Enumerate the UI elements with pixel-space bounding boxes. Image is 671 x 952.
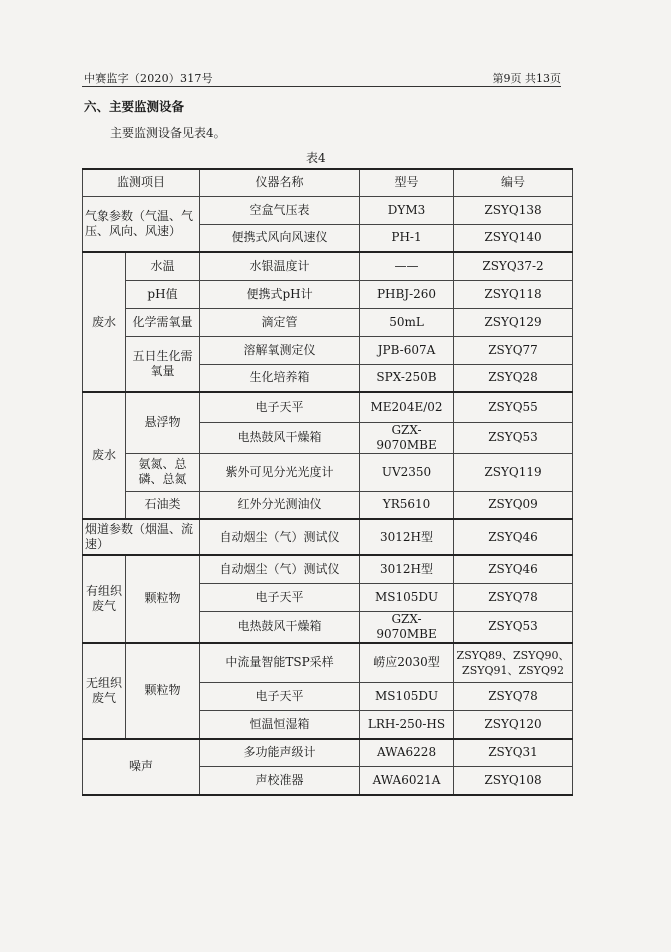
subitem-water-temp: 水温 [126, 252, 200, 280]
table-row [83, 491, 573, 519]
model-cell: 3012H型 [360, 519, 454, 555]
model-cell: AWA6021A [360, 767, 454, 795]
table-row [83, 739, 573, 767]
code-cell: ZSYQ37-2 [454, 252, 573, 280]
model-cell: MS105DU [360, 683, 454, 711]
code-cell: ZSYQ53 [454, 611, 573, 643]
code-cell: ZSYQ129 [454, 308, 573, 336]
instrument-cell: 多功能声级计 [200, 739, 360, 767]
instrument-cell: 电子天平 [200, 583, 360, 611]
instrument-cell: 水银温度计 [200, 252, 360, 280]
instrument-cell: 电热鼓风干燥箱 [200, 611, 360, 643]
instrument-cell: 滴定管 [200, 308, 360, 336]
table-row [83, 555, 573, 583]
instrument-cell: 声校准器 [200, 767, 360, 795]
header-item: 监测项目 [83, 169, 200, 196]
instrument-cell: 溶解氧测定仪 [200, 336, 360, 364]
code-cell: ZSYQ108 [454, 767, 573, 795]
instrument-cell: 红外分光测油仪 [200, 491, 360, 519]
instrument-cell: 空盒气压表 [200, 196, 360, 224]
model-cell: YR5610 [360, 491, 454, 519]
instrument-cell: 便携式风向风速仪 [200, 224, 360, 252]
section-title: 六、主要监测设备 [84, 99, 185, 114]
model-cell: DYM3 [360, 196, 454, 224]
model-cell: PH-1 [360, 224, 454, 252]
code-cell: ZSYQ89、ZSYQ90、ZSYQ91、ZSYQ92 [454, 643, 573, 683]
code-cell: ZSYQ138 [454, 196, 573, 224]
header-model: 型号 [360, 169, 454, 196]
code-cell: ZSYQ46 [454, 519, 573, 555]
model-cell: JPB-607A [360, 336, 454, 364]
table-row [83, 392, 573, 422]
instrument-cell: 恒温恒湿箱 [200, 711, 360, 739]
subitem-ph: pH值 [126, 280, 200, 308]
header-instrument: 仪器名称 [200, 169, 360, 196]
instrument-cell: 中流量智能TSP采样 [200, 643, 360, 683]
model-cell: SPX-250B [360, 364, 454, 392]
code-cell: ZSYQ46 [454, 555, 573, 583]
instrument-cell: 电热鼓风干燥箱 [200, 422, 360, 453]
code-cell: ZSYQ118 [454, 280, 573, 308]
page-indicator: 第9页 共13页 [492, 72, 561, 85]
instrument-cell: 自动烟尘（气）测试仪 [200, 519, 360, 555]
code-cell: ZSYQ78 [454, 683, 573, 711]
model-cell: 50mL [360, 308, 454, 336]
code-cell: ZSYQ31 [454, 739, 573, 767]
instrument-cell: 生化培养箱 [200, 364, 360, 392]
group-wastewater-2: 废水 [83, 392, 126, 519]
model-cell: 崂应2030型 [360, 643, 454, 683]
code-cell: ZSYQ77 [454, 336, 573, 364]
header-code: 编号 [454, 169, 573, 196]
code-cell: ZSYQ78 [454, 583, 573, 611]
code-cell: ZSYQ55 [454, 392, 573, 422]
instrument-cell: 电子天平 [200, 683, 360, 711]
model-cell: UV2350 [360, 453, 454, 491]
code-cell: ZSYQ53 [454, 422, 573, 453]
table-row [83, 453, 573, 491]
model-cell: 3012H型 [360, 555, 454, 583]
table-row [83, 280, 573, 308]
table-header-row [83, 169, 573, 196]
document-number: 中赛监字（2020）317号 [84, 72, 213, 85]
table-caption: 表4 [306, 151, 326, 165]
instrument-cell: 便携式pH计 [200, 280, 360, 308]
group-meteo: 气象参数（气温、气压、风向、风速） [83, 196, 200, 252]
model-cell: PHBJ-260 [360, 280, 454, 308]
code-cell: ZSYQ140 [454, 224, 573, 252]
group-unorganized: 无组织废气 [83, 643, 126, 739]
subitem-oil: 石油类 [126, 491, 200, 519]
instrument-cell: 电子天平 [200, 392, 360, 422]
code-cell: ZSYQ09 [454, 491, 573, 519]
equipment-table [82, 168, 573, 796]
table-row [83, 336, 573, 364]
code-cell: ZSYQ120 [454, 711, 573, 739]
model-cell: AWA6228 [360, 739, 454, 767]
group-wastewater-1: 废水 [83, 252, 126, 392]
table-row [83, 196, 573, 224]
model-cell: LRH-250-HS [360, 711, 454, 739]
header-divider [82, 86, 561, 87]
subitem-cod: 化学需氧量 [126, 308, 200, 336]
group-organized: 有组织废气 [83, 555, 126, 643]
model-cell: —— [360, 252, 454, 280]
group-flue: 烟道参数（烟温、流速） [83, 519, 200, 555]
subitem-particles-unorg: 颗粒物 [126, 643, 200, 739]
subitem-ss: 悬浮物 [126, 392, 200, 453]
model-cell: MS105DU [360, 583, 454, 611]
instrument-cell: 自动烟尘（气）测试仪 [200, 555, 360, 583]
subitem-particles-org: 颗粒物 [126, 555, 200, 643]
code-cell: ZSYQ119 [454, 453, 573, 491]
table-row [83, 252, 573, 280]
table-row [83, 519, 573, 555]
model-cell: ME204E/02 [360, 392, 454, 422]
subitem-nitrogen: 氨氮、总磷、总氮 [126, 453, 200, 491]
model-cell: GZX-9070MBE [360, 422, 454, 453]
instrument-cell: 紫外可见分光光度计 [200, 453, 360, 491]
intro-text: 主要监测设备见表4。 [110, 126, 226, 140]
subitem-bod: 五日生化需氧量 [126, 336, 200, 392]
table-row [83, 643, 573, 683]
table-row [83, 308, 573, 336]
code-cell: ZSYQ28 [454, 364, 573, 392]
group-noise: 噪声 [83, 739, 200, 795]
model-cell: GZX-9070MBE [360, 611, 454, 643]
